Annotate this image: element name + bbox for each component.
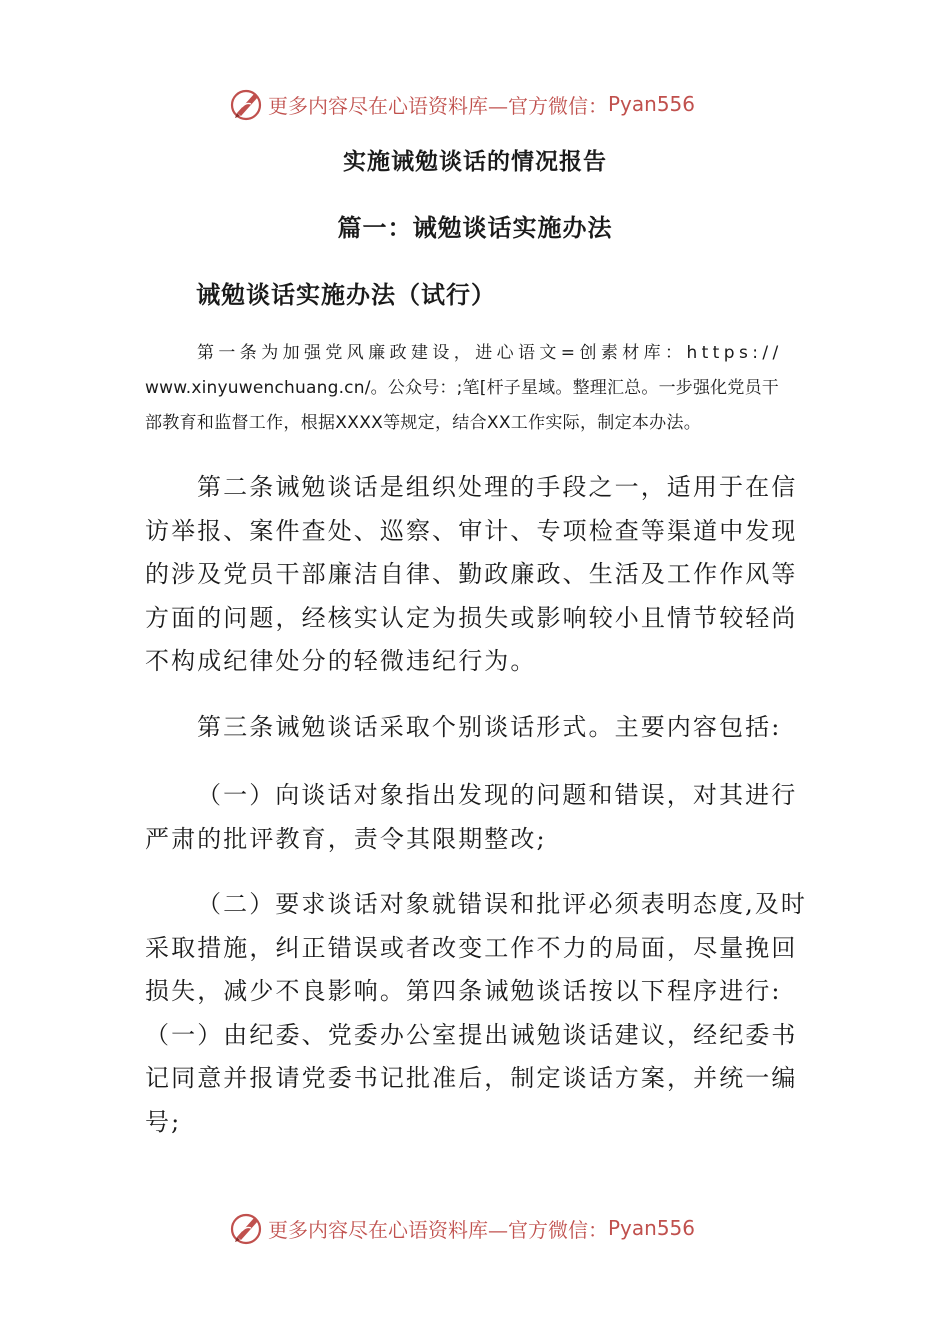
article-2-line: 第二条诫勉谈话是组织处理的手段之一，适用于在信: [197, 473, 798, 501]
document-subtitle: 篇一：诫勉谈话实施办法: [337, 213, 613, 242]
article-2-line: 方面的问题，经核实认定为损失或影响较小且情节较轻尚: [145, 603, 798, 632]
pen-logo-icon: [228, 86, 264, 122]
header-watermark-text: 更多内容尽在心语资料库—官方微信：: [268, 93, 608, 118]
item-2-line: （一）由纪委、党委办公室提出诫勉谈话建议，经纪委书: [145, 1020, 798, 1049]
section-heading: 诫勉谈话实施办法（试行）: [196, 280, 496, 309]
article-3-line: 第三条诫勉谈话采取个别谈话形式。主要内容包括:: [197, 713, 782, 741]
item-2-line: （二）要求谈话对象就错误和批评必须表明态度,及时: [197, 890, 808, 918]
article-3: [145, 706, 805, 750]
item-1: [145, 774, 805, 861]
document-title: 实施诫勉谈话的情况报告: [343, 148, 607, 175]
item-2-line: 损失，减少不良影响。第四条诫勉谈话按以下程序进行:: [145, 977, 782, 1005]
item-1-line: （一）向谈话对象指出发现的问题和错误，对其进行: [197, 781, 798, 809]
article-2-line: 访举报、案件查处、巡察、审计、专项检查等渠道中发现: [145, 516, 798, 545]
article-1-line: www.xinyuwenchuang.cn/。公众号：;笔[杆子星域。整理汇总。一步强化党员干: [145, 378, 779, 398]
header-watermark: [228, 84, 695, 124]
footer-watermark-text: 更多内容尽在心语资料库—官方微信：: [268, 1217, 608, 1242]
article-1: [145, 336, 805, 441]
item-2: [145, 883, 808, 1144]
header-watermark-id: Pyan556: [608, 92, 696, 116]
article-2-line: 不构成纪律处分的轻微违纪行为。: [145, 647, 537, 675]
item-2-line: 号;: [145, 1107, 182, 1136]
pen-logo-icon: [228, 1210, 264, 1246]
footer-watermark: [228, 1208, 695, 1248]
article-2: [145, 466, 805, 684]
article-1-line: 部教育和监督工作，根据XXXX等规定，结合XX工作实际，制定本办法。: [145, 413, 702, 433]
article-2-line: 的涉及党员干部廉洁自律、勤政廉政、生活及工作作风等: [145, 560, 798, 588]
footer-watermark-id: Pyan556: [608, 1216, 696, 1240]
item-1-line: 严肃的批评教育，责令其限期整改;: [145, 824, 547, 853]
item-2-line: 记同意并报请党委书记批准后，制定谈话方案，并统一编: [145, 1064, 798, 1092]
article-1-line: 第一条为加强党风廉政建设，进心语文=创素材库：https://: [197, 343, 783, 363]
item-2-line: 采取措施，纠正错误或者改变工作不力的局面，尽量挽回: [145, 933, 798, 962]
